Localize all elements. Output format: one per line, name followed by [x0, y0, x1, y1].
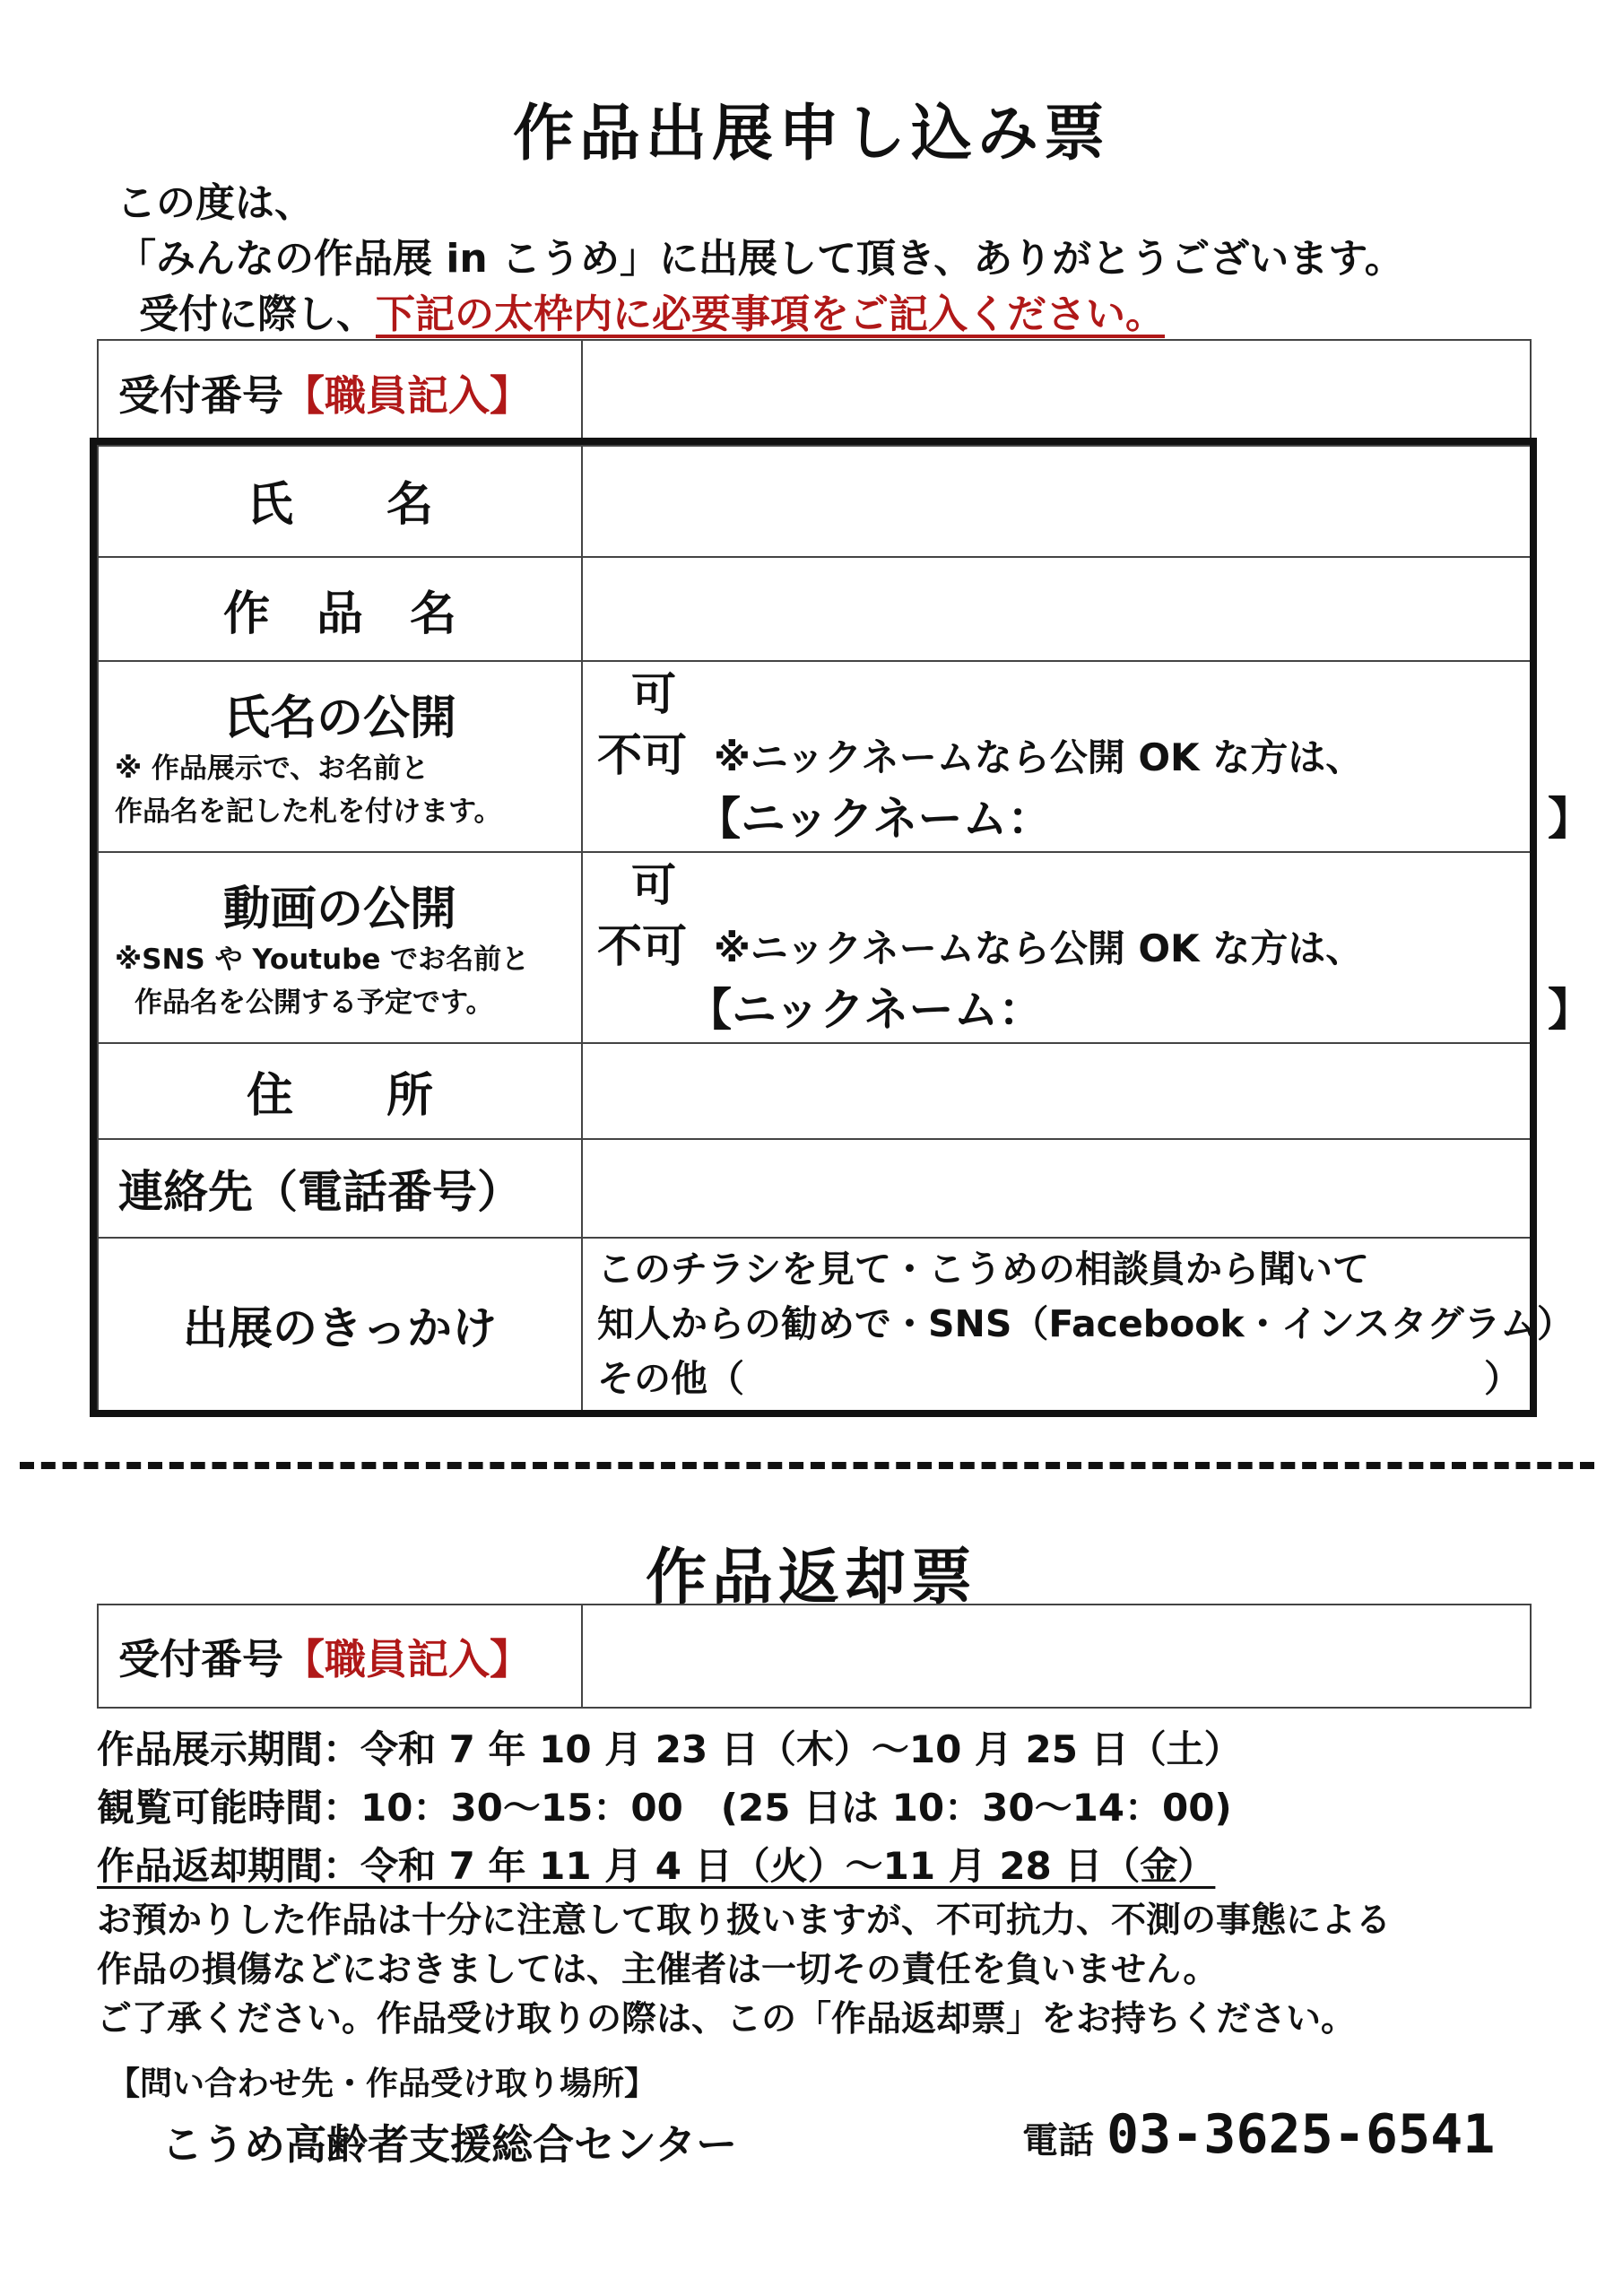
staff-entry-note: 【職員記入】: [283, 371, 531, 420]
reception-number-field[interactable]: [582, 340, 1531, 446]
video-publish-note-1: ※SNS や Youtube でお名前と: [115, 944, 530, 976]
nickname-close: 】: [1548, 984, 1593, 1036]
name-publish-label-cell: [98, 661, 582, 852]
video-publish-deny-line: [597, 916, 1530, 979]
exhibition-period: 作品展示期間：令和 7 年 10 月 23 日（木）～10 月 25 日（土）: [97, 1727, 1242, 1771]
video-publish-deny-option[interactable]: 不可: [597, 920, 687, 972]
return-slip-title: 作品返却票: [645, 1543, 977, 1613]
contact-label: 連絡先（電話番号）: [98, 1139, 582, 1238]
reception-label-cell: [98, 340, 582, 446]
nickname-label: 【ニックネーム：: [696, 793, 1053, 845]
address-label: 住 所: [98, 1043, 582, 1139]
name-label: 氏 名: [98, 442, 582, 557]
return-reception-number-field[interactable]: [582, 1605, 1531, 1708]
trigger-options: [582, 1238, 1575, 1411]
name-publish-options: [582, 661, 1593, 852]
return-reception-table: [97, 1604, 1532, 1709]
name-publish-nickname-field[interactable]: [696, 788, 1593, 849]
form-title: 作品出展申し込み票: [512, 99, 1110, 170]
intro-line-1: この度は、: [117, 180, 314, 226]
address-field[interactable]: [582, 1043, 1531, 1139]
video-publish-label-cell: [98, 852, 582, 1043]
phone: [1022, 2103, 1495, 2166]
intro-line-3-prefix: 受付に際し、: [139, 291, 376, 337]
notice-line-3: ご了承ください。作品受け取りの際は、この「作品返却票」をお持ちください。: [97, 1999, 1357, 2039]
return-staff-entry-note: 【職員記入】: [283, 1634, 531, 1683]
phone-label: 電話: [1022, 2120, 1094, 2161]
name-publish-note-2: 作品名を記した札を付けます。: [115, 796, 502, 828]
nickname-label: 【ニックネーム：: [687, 984, 1044, 1036]
video-publish-nickname-note: ※ニックネームなら公開 OK な方は、: [714, 926, 1364, 970]
work-title-label: 作 品 名: [98, 557, 582, 661]
video-publish-nickname-field[interactable]: [687, 979, 1593, 1040]
video-publish-note-2: 作品名を公開する予定です。: [135, 987, 494, 1019]
notice-line-1: お預かりした作品は十分に注意して取り扱いますが、不可抗力、不測の事態による: [97, 1900, 1392, 1941]
name-publish-deny-option[interactable]: 不可: [597, 729, 687, 781]
contact-heading: 【問い合わせ先・作品受け取り場所】: [108, 2066, 657, 2102]
trigger-option-line-2[interactable]: 知人からの勧めで・SNS（Facebook・インスタグラム）: [597, 1302, 1575, 1345]
name-publish-deny-line: [597, 725, 1530, 788]
viewing-hours: 観覧可能時間：10：30～15：00 (25 日は 10：30～14：00): [97, 1786, 1232, 1830]
name-publish-allow-option[interactable]: 可: [631, 668, 676, 720]
phone-number: 03-3625-6541: [1106, 2103, 1496, 2166]
return-period: 作品返却期間：令和 7 年 11 月 4 日（火）～11 月 28 日（金）: [97, 1844, 1216, 1888]
intro-line-2: 「みんなの作品展 in こうめ」に出展して頂き、ありがとうございます。: [117, 236, 1404, 282]
trigger-other-close: ）: [1484, 1357, 1521, 1400]
video-publish-allow-option[interactable]: 可: [631, 859, 676, 911]
video-publish-label: 動画の公開: [222, 883, 456, 936]
return-reception-label-cell: [98, 1605, 582, 1708]
video-publish-options: [582, 852, 1593, 1043]
intro-line-3-emphasis: 下記の太枠内に必要事項をご記入ください。: [376, 291, 1165, 337]
name-publish-label: 氏名の公開: [222, 691, 456, 745]
video-publish-nickname-line: [597, 979, 1593, 1040]
intro-line-3: [139, 282, 1165, 339]
contact-field[interactable]: [582, 1139, 1531, 1238]
notice-line-2: 作品の損傷などにおきましては、主催者は一切その責任を負いません。: [97, 1950, 1219, 1990]
trigger-label: 出展のきっかけ: [98, 1238, 582, 1411]
work-title-field[interactable]: [582, 557, 1531, 661]
name-publish-nickname-note: ※ニックネームなら公開 OK な方は、: [714, 735, 1364, 779]
name-publish-nickname-line: [597, 788, 1593, 849]
return-reception-label: 受付番号: [118, 1634, 283, 1683]
name-field[interactable]: [582, 442, 1531, 557]
reception-table: [97, 339, 1532, 447]
trigger-option-line-3[interactable]: [597, 1352, 1530, 1406]
cut-line: [20, 1462, 1594, 1469]
nickname-close: 】: [1548, 793, 1593, 845]
reception-label: 受付番号: [118, 371, 283, 420]
center-name: こうめ高齢者支援総合センター: [161, 2120, 738, 2169]
application-table: [97, 441, 1593, 1412]
trigger-other-label: その他（: [597, 1357, 744, 1400]
name-publish-note-1: ※ 作品展示で、お名前と: [115, 752, 430, 785]
trigger-option-line-1[interactable]: このチラシを見て・こうめの相談員から聞いて: [597, 1248, 1369, 1291]
